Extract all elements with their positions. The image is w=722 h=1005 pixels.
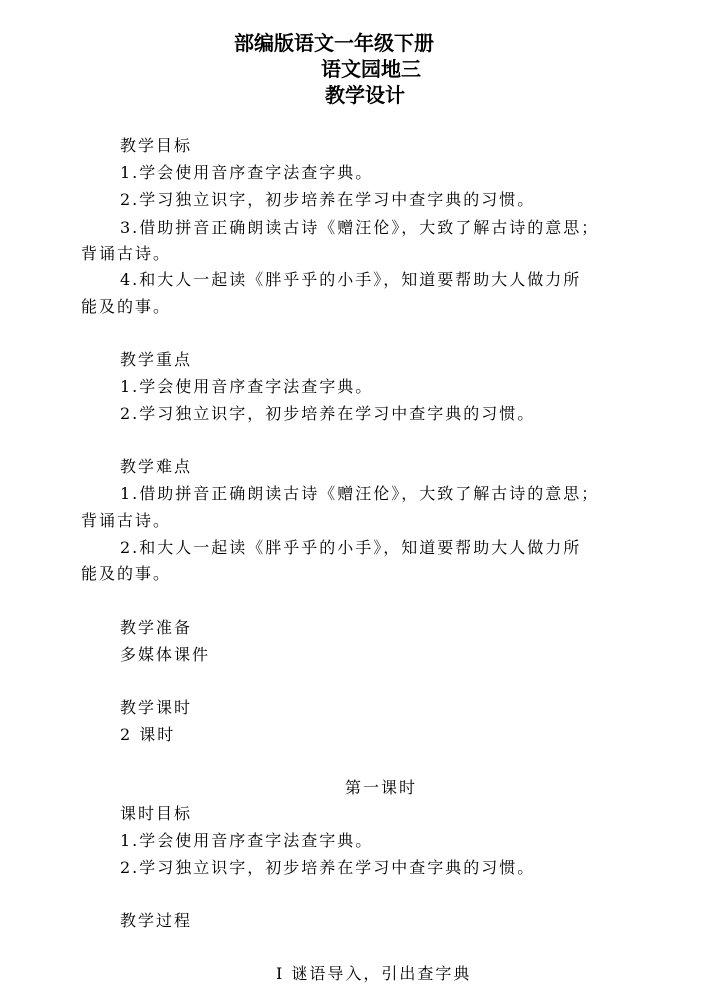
difficulties-item-2-b: 能及的事。	[81, 564, 172, 583]
goals-item-2: 2.学习独立识字，初步培养在学习中查字典的习惯。	[120, 190, 536, 209]
periods-content: 2 课时	[120, 725, 176, 744]
key-points-item-1: 1.学会使用音序查字法查字典。	[120, 377, 374, 396]
goals-item-3-a: 3.借助拼音正确朗读古诗《赠汪伦》，大致了解古诗的意思；	[120, 218, 600, 237]
difficulties-heading: 教学难点	[120, 457, 193, 476]
goals-item-1: 1.学会使用音序查字法查字典。	[120, 163, 374, 182]
process-heading: 教学过程	[120, 911, 193, 930]
goals-item-4-a: 4.和大人一起读《胖乎乎的小手》，知道要帮助大人做力所	[120, 270, 582, 289]
first-lesson-goal-heading: 课时目标	[120, 804, 193, 823]
process-step-1: Ⅰ 谜语导入，引出查字典	[276, 964, 472, 983]
preparation-heading: 教学准备	[120, 618, 193, 637]
document-title-line2: 语文园地三	[321, 57, 421, 81]
first-lesson-heading: 第一课时	[345, 778, 418, 797]
difficulties-item-1-b: 背诵古诗。	[81, 511, 172, 530]
key-points-item-2: 2.学习独立识字，初步培养在学习中查字典的习惯。	[120, 404, 536, 423]
key-points-heading: 教学重点	[120, 350, 193, 369]
goals-item-4-b: 能及的事。	[81, 297, 172, 316]
goals-item-3-b: 背诵古诗。	[81, 244, 172, 263]
periods-heading: 教学课时	[120, 698, 193, 717]
first-lesson-goal-2: 2.学习独立识字，初步培养在学习中查字典的习惯。	[120, 858, 536, 877]
preparation-content: 多媒体课件	[120, 645, 211, 664]
difficulties-item-2-a: 2.和大人一起读《胖乎乎的小手》，知道要帮助大人做力所	[120, 538, 582, 557]
difficulties-item-1-a: 1.借助拼音正确朗读古诗《赠汪伦》，大致了解古诗的意思；	[120, 484, 600, 503]
document-title-line3: 教学设计	[325, 83, 405, 107]
first-lesson-goal-1: 1.学会使用音序查字法查字典。	[120, 831, 374, 850]
document-title-line1: 部编版语文一年级下册	[234, 31, 434, 55]
goals-heading: 教学目标	[120, 136, 193, 155]
